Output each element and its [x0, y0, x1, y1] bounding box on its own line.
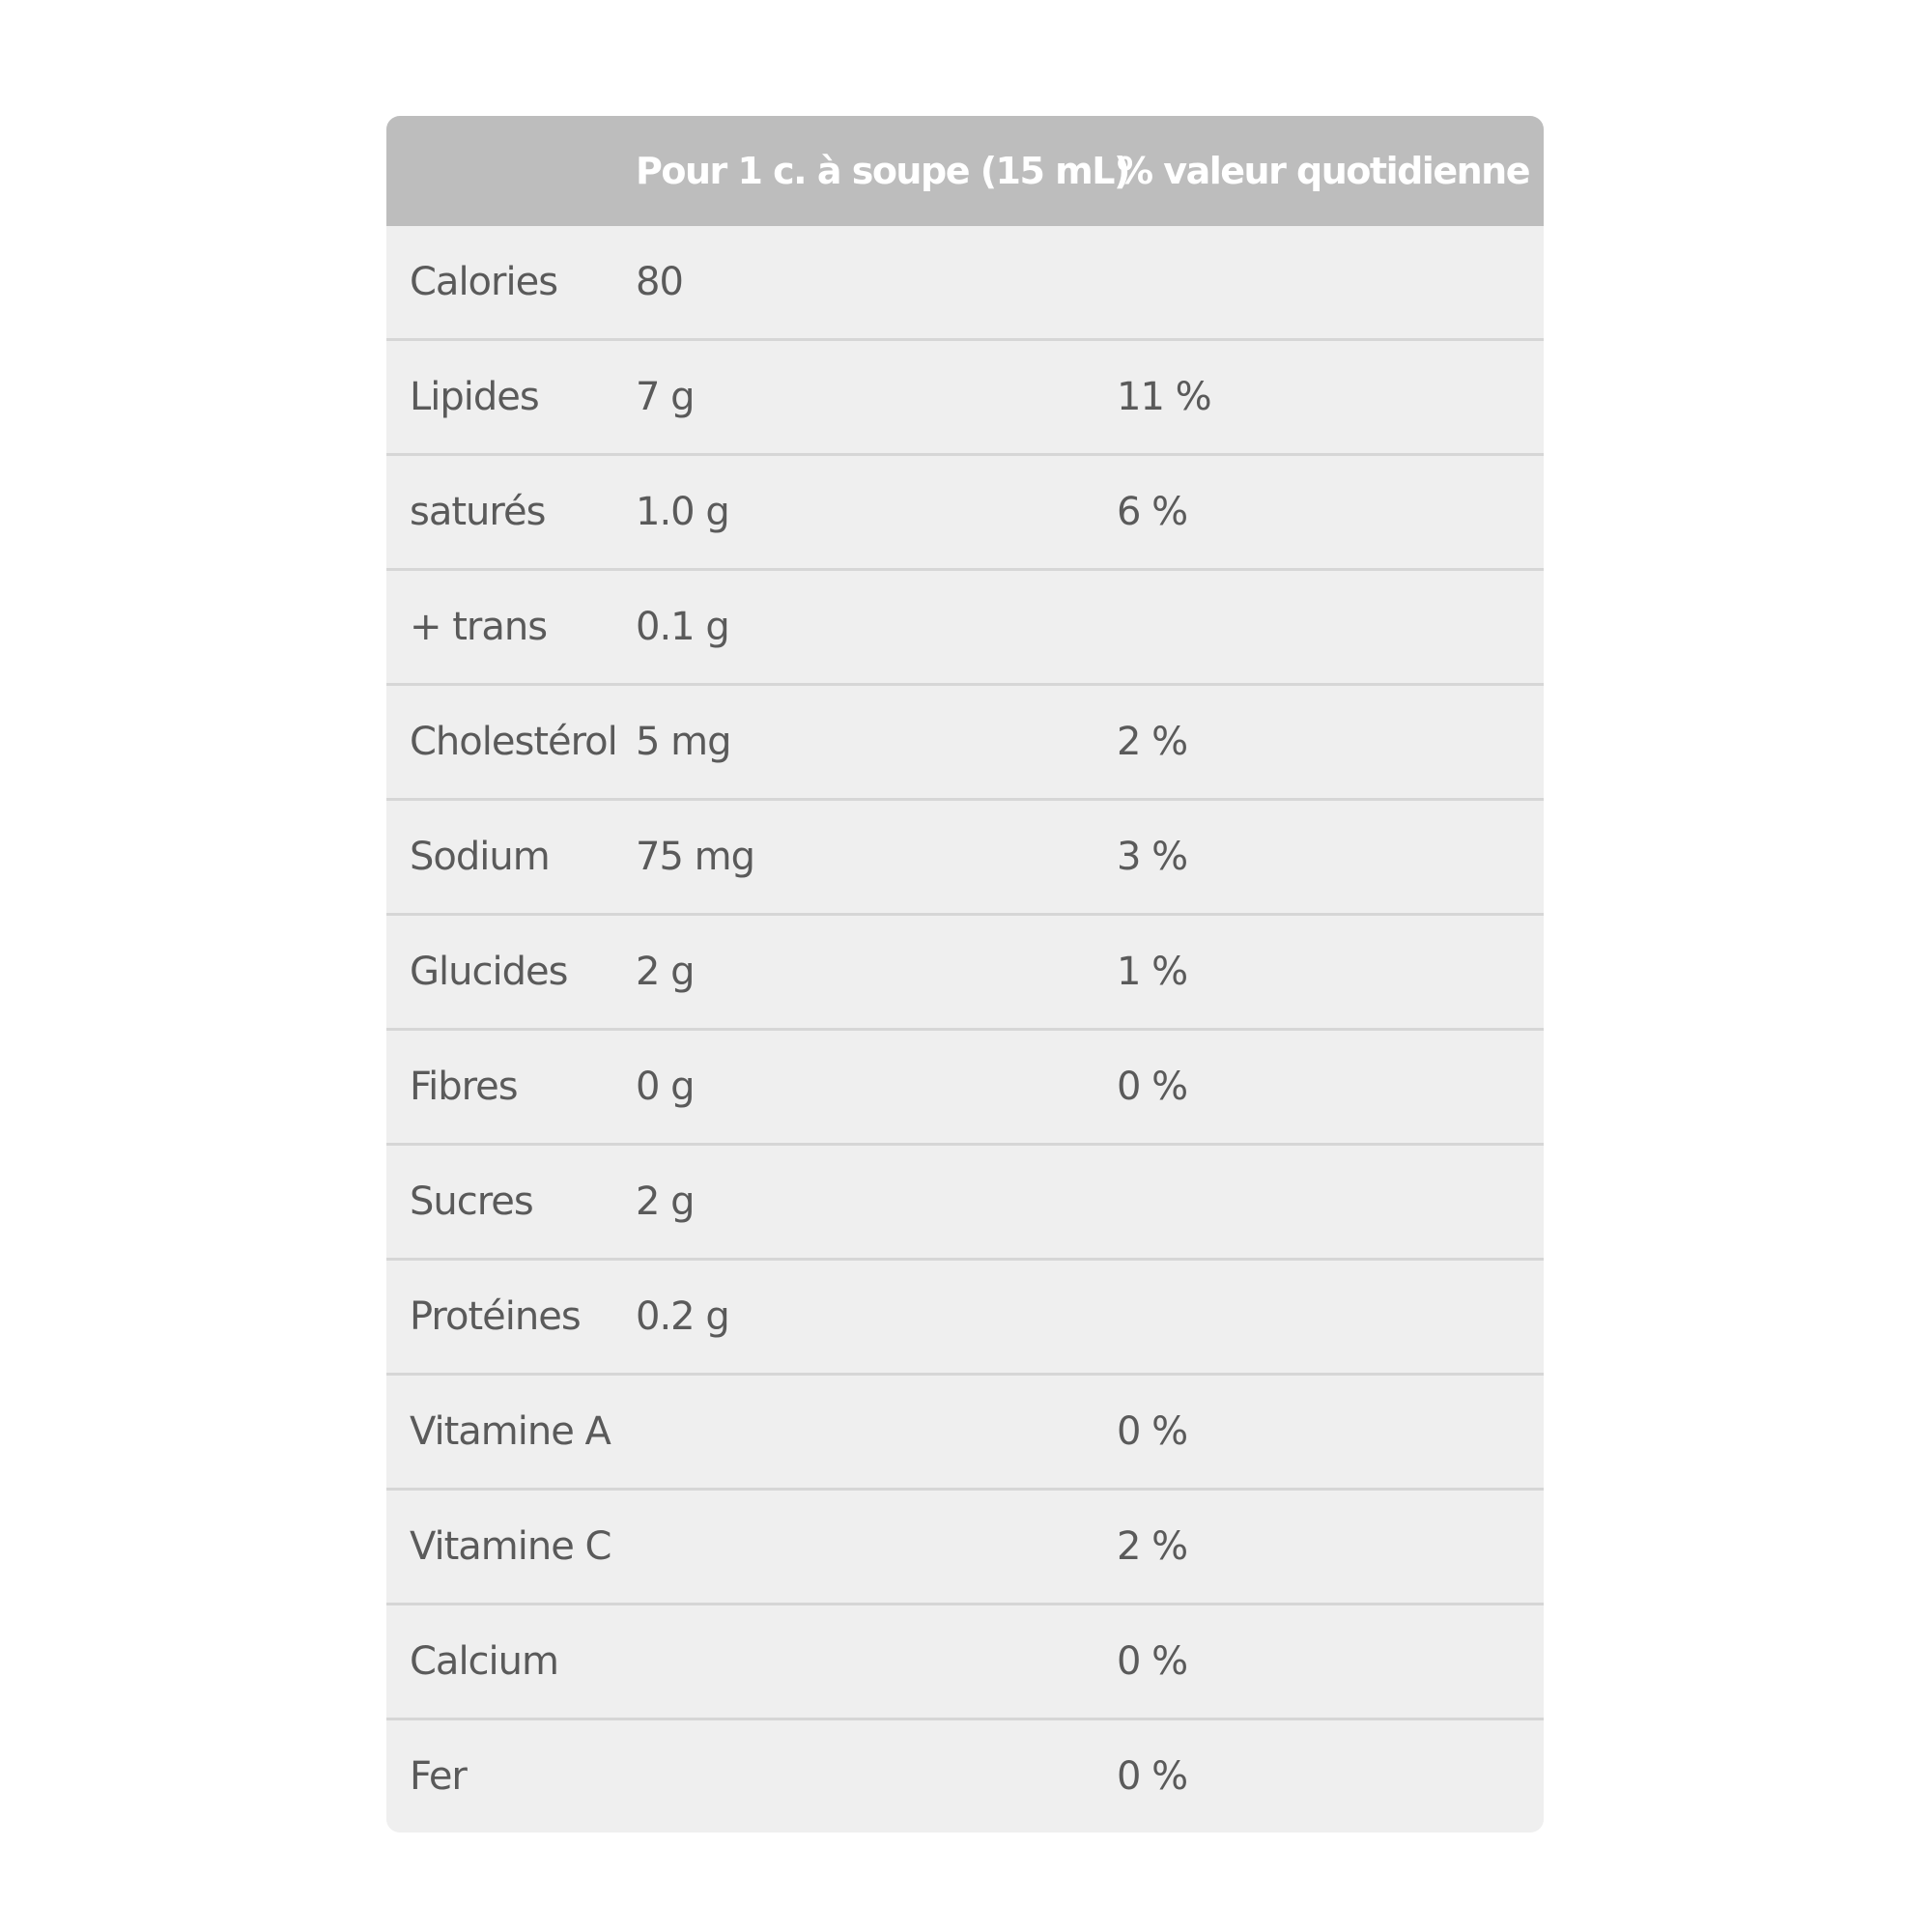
nutrient-amount: 0.2 g: [636, 1294, 729, 1339]
table-header-row: [386, 116, 1544, 226]
table-row: [386, 683, 1544, 798]
nutrient-amount: 5 mg: [636, 720, 731, 764]
nutrient-amount: 75 mg: [636, 835, 754, 879]
nutrient-daily-value: 0 %: [1117, 1409, 1188, 1454]
table-row: [386, 1258, 1544, 1373]
table-row: [386, 568, 1544, 683]
nutrient-name: Protéines: [410, 1294, 581, 1339]
header-daily-value: % valeur quotidienne: [1117, 150, 1529, 192]
nutrient-daily-value: 1 %: [1117, 950, 1188, 994]
nutrient-name: saturés: [410, 490, 546, 534]
nutrient-daily-value: 0 %: [1117, 1065, 1188, 1109]
nutrient-name: Vitamine C: [410, 1524, 611, 1569]
table-row: [386, 338, 1544, 453]
nutrient-daily-value: 2 %: [1117, 720, 1188, 764]
nutrient-amount: 80: [636, 260, 683, 304]
nutrient-name: + trans: [410, 605, 548, 649]
nutrient-amount: 2 g: [636, 950, 695, 994]
nutrient-name: Glucides: [410, 950, 568, 994]
nutrient-daily-value: 11 %: [1117, 375, 1211, 419]
table-row: [386, 913, 1544, 1028]
nutrient-name: Sodium: [410, 835, 550, 879]
nutrient-name: Fer: [410, 1754, 467, 1799]
nutrient-name: Fibres: [410, 1065, 518, 1109]
table-row: [386, 226, 1544, 338]
nutrient-name: Cholestérol: [410, 720, 617, 764]
nutrient-daily-value: 3 %: [1117, 835, 1188, 879]
nutrition-facts-table: [386, 116, 1544, 1833]
table-row: [386, 798, 1544, 913]
nutrient-name: Lipides: [410, 375, 539, 419]
nutrient-amount: 0.1 g: [636, 605, 729, 649]
nutrient-name: Calcium: [410, 1639, 558, 1684]
nutrient-amount: 7 g: [636, 375, 695, 419]
table-row: [386, 1488, 1544, 1603]
header-amount: Pour 1 c. à soupe (15 mL): [636, 150, 1129, 192]
nutrient-amount: 2 g: [636, 1179, 695, 1224]
table-row: [386, 1028, 1544, 1143]
nutrient-name: Calories: [410, 260, 558, 304]
table-row: [386, 1603, 1544, 1718]
nutrient-name: Sucres: [410, 1179, 533, 1224]
nutrient-daily-value: 2 %: [1117, 1524, 1188, 1569]
nutrient-daily-value: 6 %: [1117, 490, 1188, 534]
nutrient-amount: 1.0 g: [636, 490, 729, 534]
nutrient-name: Vitamine A: [410, 1409, 611, 1454]
nutrient-amount: 0 g: [636, 1065, 695, 1109]
table-row: [386, 453, 1544, 568]
table-row: [386, 1373, 1544, 1488]
table-row: [386, 1718, 1544, 1833]
nutrient-daily-value: 0 %: [1117, 1639, 1188, 1684]
nutrient-daily-value: 0 %: [1117, 1754, 1188, 1799]
table-row: [386, 1143, 1544, 1258]
